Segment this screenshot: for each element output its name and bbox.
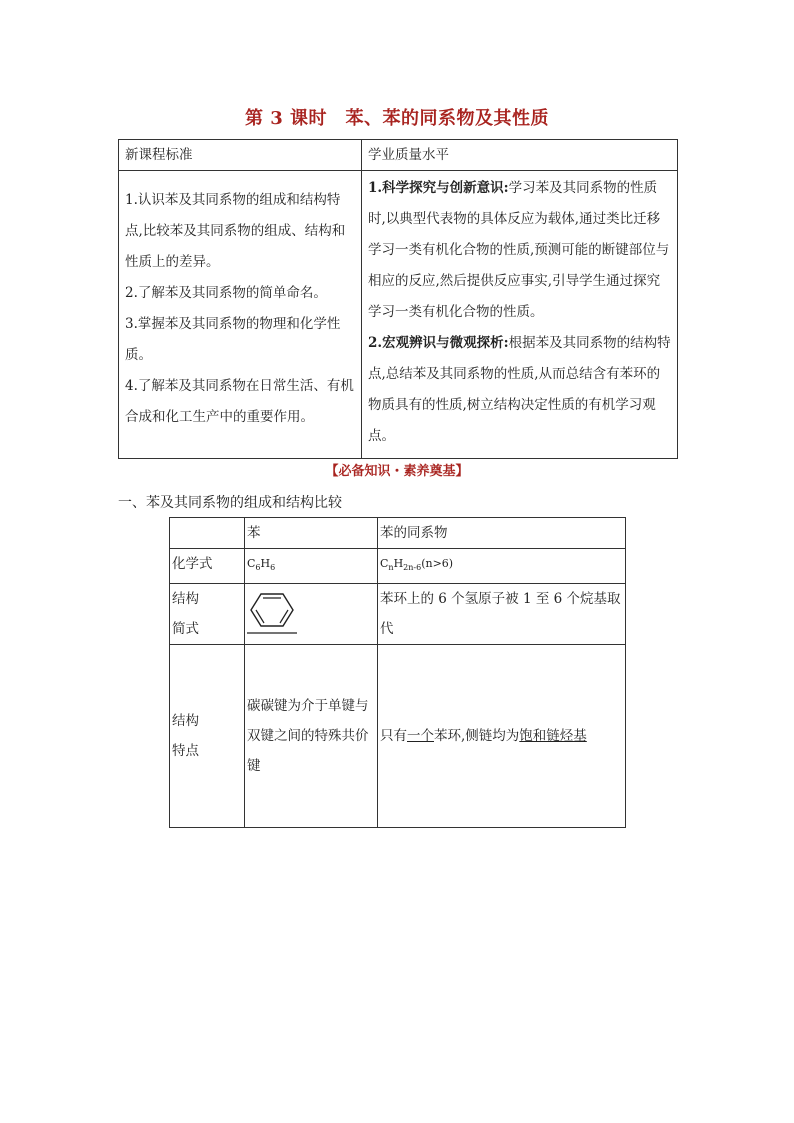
quality-item-heading: 2.宏观辨识与微观探析: (368, 335, 509, 351)
standard-item: 3.掌握苯及其同系物的物理和化学性质。 (125, 316, 341, 363)
benzene-feature: 碳碳键为介于单键与双键之间的特殊共价键 (245, 645, 378, 828)
header-benzene: 苯 (245, 518, 378, 549)
comparison-header-row (170, 518, 626, 549)
standards-header-row (119, 140, 678, 171)
feature-label: 结构 特点 (170, 645, 245, 828)
formula-row (170, 549, 626, 584)
standards-body-row (119, 171, 678, 459)
homolog-structure: 苯环上的 6 个氢原子被 1 至 6 个烷基取代 (378, 584, 626, 645)
quality-item-text: 根据苯及其同系物的结构特点,总结苯及其同系物的性质,从而总结含有苯环的物质具有的性质,树立结构决定性质的有机学习观点。 (368, 335, 671, 444)
homolog-feature: 只有一个苯环,侧链均为饱和链烃基 (378, 645, 626, 828)
quality-item-heading: 1.科学探究与创新意识: (368, 180, 509, 196)
benzene-formula: $C_6H_6$ (245, 549, 378, 584)
standards-header-right: 学业质量水平 (362, 140, 678, 171)
section-banner: 【必备知识・素养奠基】 (325, 464, 469, 479)
header-homolog: 苯的同系物 (378, 518, 626, 549)
page-title: 第 3 课时 苯、苯的同系物及其性质 (244, 108, 550, 129)
quality-item (368, 328, 671, 452)
formula-label: 化学式 (170, 549, 245, 584)
standard-item: 4.了解苯及其同系物在日常生活、有机合成和化工生产中的重要作用。 (125, 378, 354, 425)
feature-row (170, 645, 626, 828)
standards-table (118, 139, 678, 459)
comparison-table (169, 517, 626, 828)
quality-item-text: 学习苯及其同系物的性质时,以典型代表物的具体反应为载体,通过类比迁移学习一类有机化合物的性质,预测可能的断键部位与相应的反应,然后提供反应事实,引导学生通过探究学习一类有机化合物的性质。 (368, 180, 670, 320)
benzene-ring-icon (247, 588, 301, 636)
structure-label: 结构 简式 (170, 584, 245, 645)
homolog-formula: $C_nH_{2n-6}(n>6)$ (378, 549, 626, 584)
structure-row (170, 584, 626, 645)
standards-right-cell (362, 171, 678, 459)
section-title: 一、苯及其同系物的组成和结构比较 (118, 495, 342, 511)
quality-item (368, 173, 671, 328)
standard-item: 1.认识苯及其同系物的组成和结构特点,比较苯及其同系物的组成、结构和性质上的差异。 (125, 192, 346, 270)
standards-header-left: 新课程标准 (119, 140, 362, 171)
benzene-structure-cell (245, 584, 378, 645)
standard-item: 2.了解苯及其同系物的简单命名。 (125, 285, 327, 301)
header-empty-cell (170, 518, 245, 549)
standards-left-cell (119, 171, 362, 459)
